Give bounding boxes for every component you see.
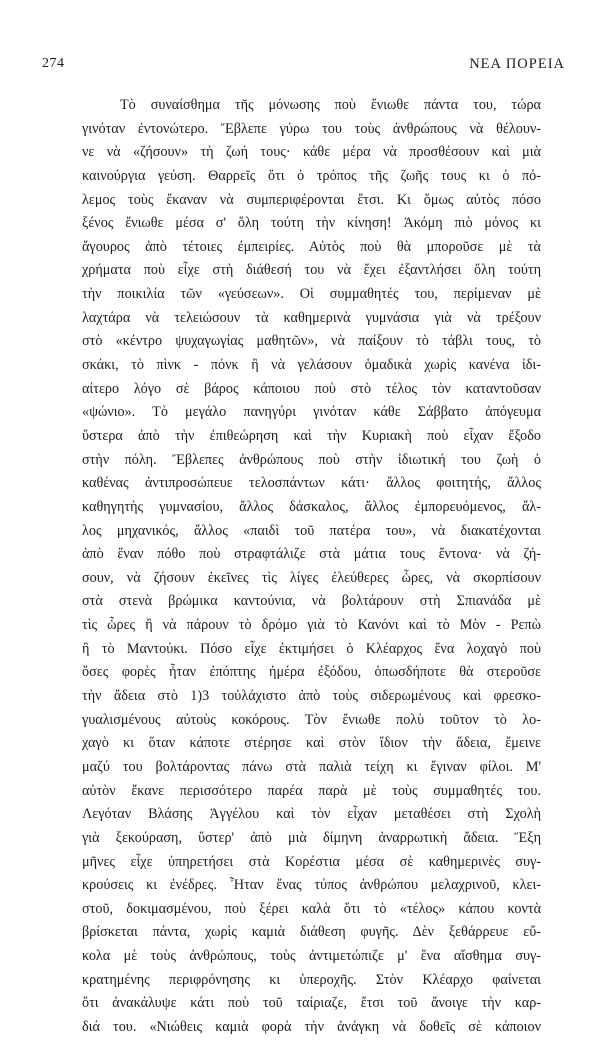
text-line: χρήματα ποὺ εἶχε στὴ διάθεσή του νὰ ἔχει ἐξαντλήσει ὅλη τούτη	[82, 262, 541, 279]
text-line: ὅτι ἀνακάλυψε κάτι ποὺ τοῦ ταίριαζε, ἔτσι τοῦ ἄνοιγε τὴν καρ-	[82, 995, 541, 1012]
text-line: λος μηχανικός, ἄλλος «παιδὶ τοῦ πατέρα του», νὰ διακατέχονται	[82, 522, 541, 539]
text-line: χαγὸ κι ὅταν κάποτε στέρησε καὶ στὸν ἴδιον τὴν ἄδεια, ἔμεινε	[82, 735, 541, 752]
text-line: ἄγουρος ἀπὸ τέτοιες ἐμπειρίες. Αὐτὸς ποὺ θὰ μποροῦσε μὲ τὰ	[82, 238, 541, 255]
text-line: «ψώνιο». Τὸ μεγάλο πανηγύρι γινόταν κάθε Σάββατο ἀπόγευμα	[82, 404, 541, 421]
text-line: ὕστερα ἀπὸ τὴν ἐπιθεώρηση καὶ τὴν Κυριακὴ ποὺ εἶχαν ἔξοδο	[82, 427, 541, 444]
text-line: ὅσες φορὲς ἦταν ἐπόπτης ἡμέρα ἐξόδου, ὁπωσδήποτε θὰ στεροῦσε	[82, 664, 541, 681]
text-line: στὰ στενὰ βρώμικα καντούνια, νὰ βολτάρουν στὴ Σπιανάδα μὲ	[82, 593, 541, 610]
page-number: 274	[42, 56, 65, 71]
text-line: στὴν πόλη. Ἔβλεπες ἀνθρώπους ποὺ στὴν ἰδιωτική του ζωὴ ὁ	[82, 451, 541, 468]
page-header	[42, 56, 565, 78]
text-line: λεμος τοὺς ἔκαναν νὰ συμπεριφέρονται ἔτσι. Κι ὅμως αὐτὸς πόσο	[82, 191, 541, 208]
text-line: διά του. «Νιώθεις καμιὰ φορὰ τὴν ἀνάγκη νὰ δοθεῖς σὲ κάποιον	[82, 1018, 541, 1035]
text-line: Λεγόταν Βλάσης Ἀγγέλου καὶ τὸν εἶχαν μεταθέσει στὴ Σχολὴ	[82, 806, 541, 823]
text-line: σκάκι, τὸ πὶνκ - πόνκ ἢ νὰ γελάσουν ὁμαδικὰ χωρὶς κανένα ἰδι-	[82, 357, 541, 374]
text-line: ἢ τὸ Μαντούκι. Πόσο εἶχε ἐκτιμήσει ὁ Κλέαρχος ἕνα λοχαγὸ ποὺ	[82, 640, 541, 657]
text-line: τὶς ὧρες ἢ νὰ πάρουν τὸ δρόμο γιὰ τὸ Κανόνι καὶ τὸ Μὸν - Ρεπὼ	[82, 617, 541, 634]
text-line: στὸ «κέντρο ψυχαγωγίας μαθητῶν», νὰ παίξουν τὸ τάβλι τους, τὸ	[82, 333, 541, 350]
text-line: ξένος ἔνιωθε μέσα σ' ὅλη τούτη τὴν κίνηση! Ἀκόμη πιὸ μόνος κι	[82, 215, 541, 232]
body-text	[82, 94, 541, 1040]
text-line: τὴν ποικιλία τῶν «γεύσεων». Οἱ συμμαθητές του, περίμεναν μὲ	[82, 286, 541, 303]
text-line: αίτερο λόγο σὲ βάρος κάποιου ποὺ στὸ τέλος τὸν καταντοῦσαν	[82, 380, 541, 397]
text-line: βρίσκεται πάντα, χωρὶς καμιὰ διάθεση φυγῆς. Δὲν ξεθάρρευε εὔ-	[82, 924, 541, 941]
text-line: Τὸ συναίσθημα τῆς μόνωσης ποὺ ἔνιωθε πάντα του, τώρα	[120, 97, 541, 113]
text-line: γινόταν ἐντονώτερο. Ἔβλεπε γύρω του τοὺς ἀνθρώπους νὰ θέλουν-	[82, 120, 541, 137]
running-title: ΝΕΑ ΠΟΡΕΙΑ	[469, 56, 565, 72]
text-line: κρούσεις κι ἐνέδρες. Ἦταν ἕνας τύπος ἀνθρώπου μελαχρινοῦ, κλει-	[82, 877, 541, 894]
text-line: μαζύ του βολτάροντας πάνω στὰ παλιὰ τείχη κι ἔγιναν φίλοι. Μ'	[82, 758, 541, 775]
text-line: μῆνες εἶχε ὑπηρετήσει στὰ Κορέστια μέσα σὲ καθημερινὲς συγ-	[82, 853, 541, 870]
text-line: τὴν ἄδεια στὸ 1)3 τοὐλάχιστο ἀπὸ τοὺς σιδερωμένους καὶ φρεσκο-	[82, 688, 541, 705]
text-line: γυαλισμένους αὐτοὺς κοκόρους. Τὸν ἔνιωθε πολὺ τοῦτον τὸ λο-	[82, 711, 541, 728]
text-line: καθηγητὴς γυμνασίου, ἄλλος δάσκαλος, ἄλλος ἐμπορευόμενος, ἄλ-	[82, 498, 541, 515]
text-line: καινούργια γεύση. Θαρρεῖς ὅτι ὁ τρόπος τῆς ζωῆς τους κι ὁ πό-	[82, 167, 541, 184]
text-line: σουν, νὰ ζήσουν ἐκεῖνες τὶς λίγες ἐλεύθερες ὧρες, νὰ σκορπίσουν	[82, 569, 541, 586]
text-line: στοῦ, δοκιμασμένου, ποὺ ξέρει καλὰ ὅτι τὸ «τέλος» κάπου κοντὰ	[82, 900, 541, 917]
text-line: νε νὰ «ζήσουν» τὴ ζωή τους· κάθε μέρα νὰ προσθέσουν καὶ μιὰ	[82, 144, 541, 161]
text-line: αὐτὸν ἔκανε περισσότερο παρέα παρὰ μὲ τοὺς συμμαθητές του.	[82, 782, 541, 799]
text-line: καθένας ἀντιπροσώπευε τελοσπάντων κάτι· ἄλλος φοιτητής, ἄλλος	[82, 475, 541, 492]
text-line: λαχτάρα νὰ τελειώσουν τὰ καθημερινὰ γυμνάσια γιὰ νὰ τρέξουν	[82, 309, 541, 326]
text-line: κολα μὲ τοὺς ἀνθρώπους, τοὺς ἀντιμετώπιζε μ' ἕνα αἴσθημα συγ-	[82, 948, 541, 965]
text-line: γιὰ ξεκούραση, ὕστερ' ἀπὸ μιὰ δίμηνη ἀναρρωτικὴ ἄδεια. Ἔξη	[82, 829, 541, 846]
text-line: ἀπὸ ἕναν πόθο ποὺ στραφτάλιζε στὰ μάτια τους ἔντονα· νὰ ζή-	[82, 546, 541, 563]
text-line: κρατημένης περιφρόνησης κι ὑπεροχῆς. Στὸν Κλέαρχο φαίνεται	[82, 971, 541, 988]
